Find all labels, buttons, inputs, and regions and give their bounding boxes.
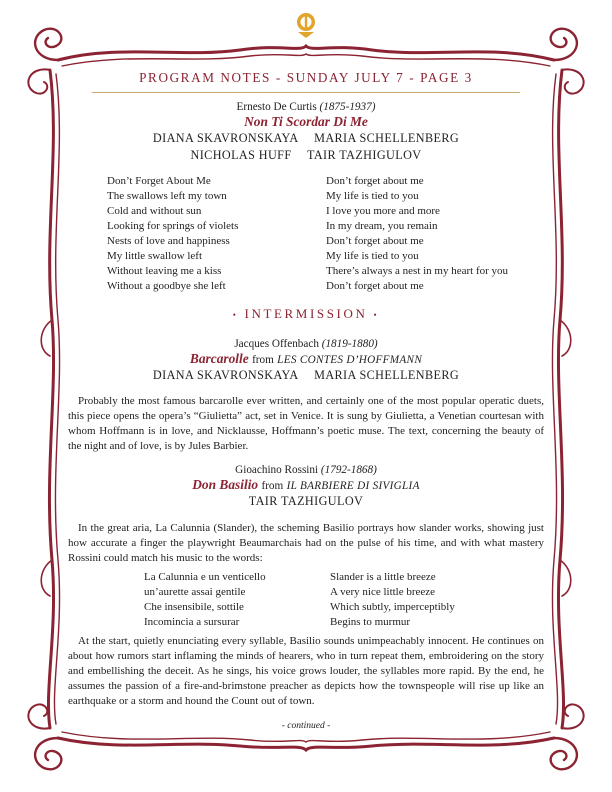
bullet-icon: • bbox=[373, 310, 380, 321]
lyrics-translation bbox=[330, 570, 455, 630]
intermission-label: INTERMISSION bbox=[244, 306, 368, 321]
lyric-line: Begins to murmur bbox=[330, 616, 411, 628]
lyric-line: La Calunnia e un venticello bbox=[144, 571, 266, 583]
singer: DIANA SKAVRONSKAYA bbox=[152, 131, 299, 145]
intermission-divider bbox=[68, 306, 544, 322]
from-text: from bbox=[252, 354, 274, 366]
lyric-line: Don’t Forget About Me bbox=[107, 175, 211, 187]
composer-line bbox=[68, 338, 544, 350]
lyric-line: A very nice little breeze bbox=[330, 586, 436, 598]
lyric-line: un’aurette assai gentile bbox=[144, 586, 246, 598]
singer: TAIR TAZHIGULOV bbox=[306, 148, 422, 162]
lyric-line: Slander is a little breeze bbox=[330, 571, 436, 583]
lyric-line: My life is tied to you bbox=[326, 190, 419, 202]
page-header: PROGRAM NOTES - SUNDAY JULY 7 - PAGE 3 bbox=[92, 70, 520, 93]
piece2-heading bbox=[68, 338, 544, 384]
lyric-line: In my dream, you remain bbox=[326, 220, 438, 232]
lyric-line: There’s always a nest in my heart for you bbox=[326, 265, 509, 277]
composer-name: Gioachino Rossini bbox=[235, 464, 319, 476]
lyric-line: Don’t forget about me bbox=[326, 175, 424, 187]
opera-title: IL BARBIERE DI SIVIGLIA bbox=[286, 480, 420, 492]
piece-title: Don Basilio bbox=[192, 477, 259, 492]
composer-dates: (1792-1868) bbox=[320, 464, 377, 476]
lyric-line: Cold and without sun bbox=[107, 205, 202, 217]
composer-name: Ernesto De Curtis bbox=[236, 101, 317, 113]
singer: MARIA SCHELLENBERG bbox=[314, 131, 460, 145]
program-note: In the great aria, La Calunnia (Slander), the scheming Basilio portrays how slander works, showing just how accurate a finger the playwright Beaumarchais had on the pulse of his time, and with what mastery Rossini could match his music to the words: bbox=[68, 522, 544, 564]
lyric-line: Nests of love and happiness bbox=[107, 235, 230, 247]
singer: TAIR TAZHIGULOV bbox=[248, 494, 364, 508]
singers-list bbox=[68, 130, 544, 164]
composer-dates: (1875-1937) bbox=[319, 101, 376, 113]
lyrics-translation bbox=[326, 174, 508, 294]
composer-line bbox=[68, 464, 544, 476]
lyric-line: I love you more and more bbox=[326, 205, 440, 217]
lyric-line: Don’t forget about me bbox=[326, 235, 424, 247]
lyric-line: My little swallow left bbox=[107, 250, 203, 262]
opera-title: LES CONTES D’HOFFMANN bbox=[277, 354, 423, 366]
piece-title: Barcarolle bbox=[189, 351, 249, 366]
piece3-heading bbox=[68, 464, 544, 510]
lyric-line: Don’t forget about me bbox=[326, 280, 424, 292]
piece1-heading bbox=[68, 101, 544, 164]
singers-list bbox=[68, 367, 544, 384]
program-note: At the start, quietly enunciating every syllable, Basilio sounds unimpeachably innocent. He continues on about how rumors start inflaming the minds of hearers, who in turn repeat them, embroidering on the story and embellishing the deceit. As he sings, his voice grows louder, the syllables more rapid. By the end, he assumes the passion of a fire-and-brimstone preacher as depicts how the townspeople will rise up like an earthquake or a storm and hound the Count out of town. bbox=[68, 635, 544, 707]
singer: NICHOLAS HUFF bbox=[190, 148, 292, 162]
singers-list bbox=[68, 493, 544, 510]
bullet-icon: • bbox=[232, 310, 239, 321]
composer-line bbox=[68, 101, 544, 113]
lyric-line: Looking for springs of violets bbox=[107, 220, 239, 232]
piece-title-line bbox=[68, 477, 544, 493]
lyrics-table bbox=[144, 570, 484, 630]
singer: DIANA SKAVRONSKAYA bbox=[152, 368, 299, 382]
lyric-line: My life is tied to you bbox=[326, 250, 419, 262]
composer-dates: (1819-1880) bbox=[321, 338, 378, 350]
lyric-line: Incomincia a sursurar bbox=[144, 616, 240, 628]
lyrics-table bbox=[107, 174, 527, 294]
lyric-line: Che insensibile, sottile bbox=[144, 601, 244, 613]
program-note: Probably the most famous barcarolle ever written, and certainly one of the most popular operatic duets, this piece opens the opera’s “Giulietta” act, set in Venice. It is sung by Giulietta, a Venetian courtesan with whom Hoffmann is in love, and Nicklausse, Hoffmann’s poetic muse. The text, concerning the beauty of the night and of love, is by Jules Barbier. bbox=[68, 395, 544, 452]
lyric-line: The swallows left my town bbox=[107, 190, 227, 202]
composer-name: Jacques Offenbach bbox=[234, 338, 319, 350]
lyric-line: Without a goodbye she left bbox=[107, 280, 226, 292]
piece-title: Non Ti Scordar Di Me bbox=[244, 114, 368, 129]
piece-title-line bbox=[68, 351, 544, 367]
lyric-line: Without leaving me a kiss bbox=[107, 265, 222, 277]
lyrics-original bbox=[107, 174, 326, 294]
from-text: from bbox=[261, 480, 284, 492]
singer: MARIA SCHELLENBERG bbox=[314, 368, 460, 382]
lyric-line: Which subtly, imperceptibly bbox=[330, 601, 455, 613]
continued-label: - continued - bbox=[281, 721, 331, 731]
lyrics-original bbox=[144, 570, 330, 630]
